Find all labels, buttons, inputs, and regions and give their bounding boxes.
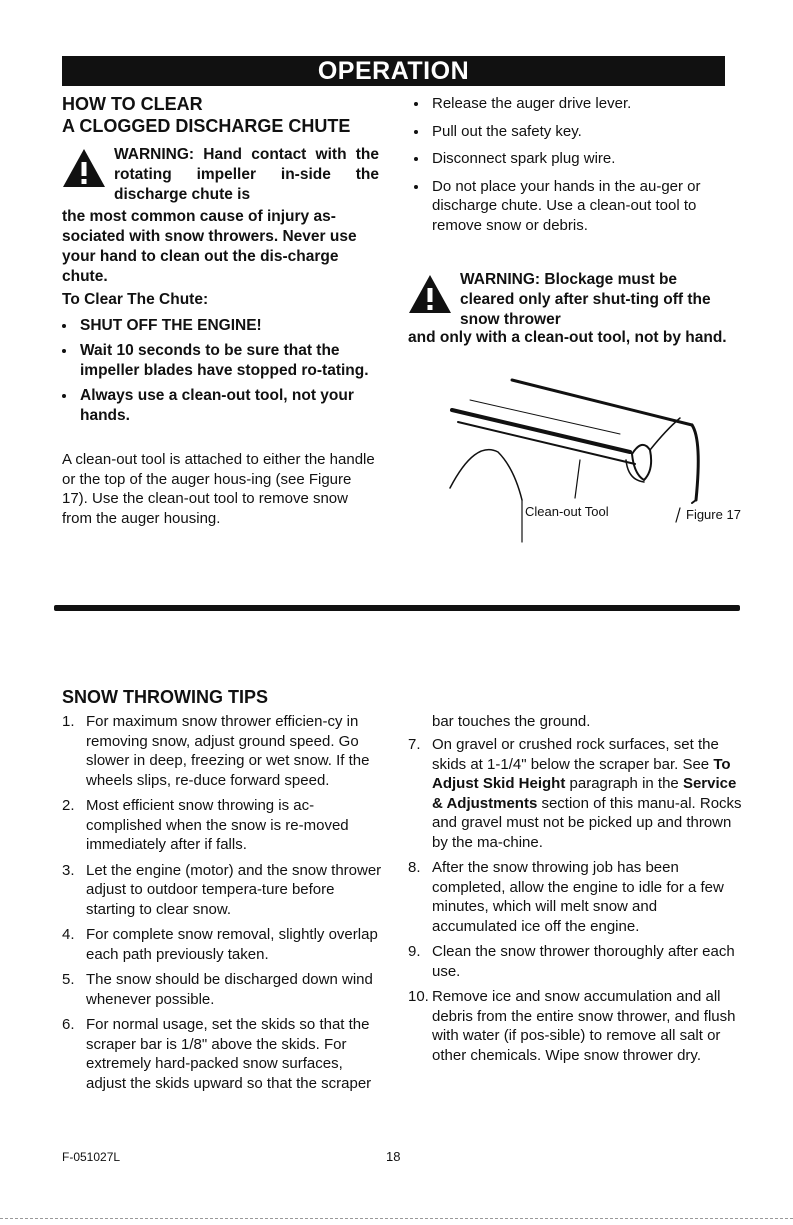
tip-number: 10. xyxy=(408,988,429,1005)
section-divider xyxy=(54,605,740,611)
clear-heading-line1: HOW TO CLEAR xyxy=(62,94,203,114)
tip-item xyxy=(408,735,742,852)
blockage-warning-rest: and only with a clean-out tool, not by hand. xyxy=(408,329,727,346)
tip-item xyxy=(408,858,742,936)
tips-list-right xyxy=(408,735,742,1071)
clear-heading-line2: A CLOGGED DISCHARGE CHUTE xyxy=(62,116,351,136)
tip-link-skid-height: To Adjust Skid Height xyxy=(432,755,731,792)
clear-heading xyxy=(62,93,392,137)
warning-rest-lines: the most common cause of injury as-sociated with snow throwers. Never use your hand to clean out the dis-charge chute. xyxy=(62,208,357,285)
page-number: 18 xyxy=(386,1149,401,1164)
to-clear-label: To Clear The Chute: xyxy=(62,291,209,308)
tip-number: 5. xyxy=(62,971,75,988)
tip-text: The snow should be discharged down wind whenever possible. xyxy=(86,971,373,1008)
tip-text-part: section of this manu-al. Rocks and gravel must not be picked up and thrown by the ma-chine. xyxy=(432,794,742,851)
tip-text: For normal usage, set the skids so that the scraper bar is 1/8" above the skids. For extremely hard-packed snow surfaces, adjust the skids upward so that the scraper xyxy=(86,1016,372,1092)
tip-link-service: Service & Adjustments xyxy=(432,775,737,812)
safety-bullet-item: Disconnect spark plug wire. xyxy=(408,149,730,169)
safety-bullet-item: Release the auger drive lever. xyxy=(408,94,730,114)
tips-heading: SNOW THROWING TIPS xyxy=(62,687,268,707)
tip-number: 6. xyxy=(62,1016,75,1033)
clear-step-item: Always use a clean-out tool, not your hands. xyxy=(56,386,380,426)
tip-text: Let the engine (motor) and the snow thrower adjust to outdoor tempera-ture before starting to clear snow. xyxy=(86,861,382,918)
section-banner: OPERATION xyxy=(62,56,725,86)
tip-item xyxy=(408,942,742,981)
tip-text: Remove ice and snow accumulation and all debris from the entire snow thrower, and flush with water (if pos-sible) to remove all salt or other chemicals. Wipe snow thrower dry. xyxy=(432,988,736,1064)
tip-text-part: paragraph in the xyxy=(565,775,683,792)
clear-steps-list xyxy=(56,316,380,426)
tips-list-left xyxy=(62,712,382,1099)
safety-bullets xyxy=(408,94,730,235)
warning-first-lines: WARNING: Hand contact with the rotating impeller in-side the discharge chute is xyxy=(114,146,379,203)
warning-triangle-icon xyxy=(62,148,106,188)
tip-text: Most efficient snow throwing is ac-complished when the snow is re-moved immediately after if falls. xyxy=(86,797,349,853)
tip-item xyxy=(62,925,382,964)
warning-triangle-icon xyxy=(408,274,452,314)
clear-step-item: SHUT OFF THE ENGINE! xyxy=(56,316,380,336)
tip-6-continuation: bar touches the ground. xyxy=(432,713,591,730)
tip-text: After the snow throwing job has been completed, allow the engine to idle for a few minutes, which will melt snow and accumulated ice off the engine. xyxy=(432,859,724,935)
tip-number: 1. xyxy=(62,713,75,730)
tip-item xyxy=(62,1015,382,1093)
tip-text: Clean the snow thrower thoroughly after each use. xyxy=(432,943,735,980)
document-code: F-051027L xyxy=(62,1150,121,1164)
tip-item xyxy=(408,987,742,1065)
tip-number: 4. xyxy=(62,926,75,943)
tip-item xyxy=(62,712,382,790)
tip-number: 7. xyxy=(408,736,421,753)
tip-text-part: On gravel or crushed rock surfaces, set the skids at 1-1/4" below the scraper bar. See xyxy=(432,736,719,773)
blockage-warning-first: WARNING: Blockage must be cleared only after shut-ting off the snow thrower xyxy=(460,271,711,328)
tip-item xyxy=(62,796,382,855)
figure-callout: Clean-out Tool xyxy=(525,504,609,519)
tip-number: 8. xyxy=(408,859,421,876)
tip-item xyxy=(62,970,382,1009)
tip-number: 9. xyxy=(408,943,421,960)
clear-step-item: Wait 10 seconds to be sure that the impeller blades have stopped ro-tating. xyxy=(56,341,380,381)
figure-label: Figure 17 xyxy=(686,507,741,522)
page-bottom-edge xyxy=(0,1218,793,1219)
safety-bullet-item: Do not place your hands in the au-ger or discharge chute. Use a clean-out tool to remove snow or debris. xyxy=(408,177,730,236)
safety-bullet-item: Pull out the safety key. xyxy=(408,122,730,142)
tip-text: For maximum snow thrower efficien-cy in removing snow, adjust ground speed. Go slower in deep, freezing or wet snow. If the wheels slips, re-duce forward speed. xyxy=(86,713,370,789)
cleanout-paragraph: A clean-out tool is attached to either the handle or the top of the auger hous-ing (see Figure 17). Use the clean-out tool to remove snow from the auger housing. xyxy=(62,451,375,527)
tip-number: 2. xyxy=(62,797,75,814)
tip-item xyxy=(62,861,382,920)
tip-number: 3. xyxy=(62,861,75,879)
tip-text: For complete snow removal, slightly overlap each path previously taken. xyxy=(86,926,378,963)
